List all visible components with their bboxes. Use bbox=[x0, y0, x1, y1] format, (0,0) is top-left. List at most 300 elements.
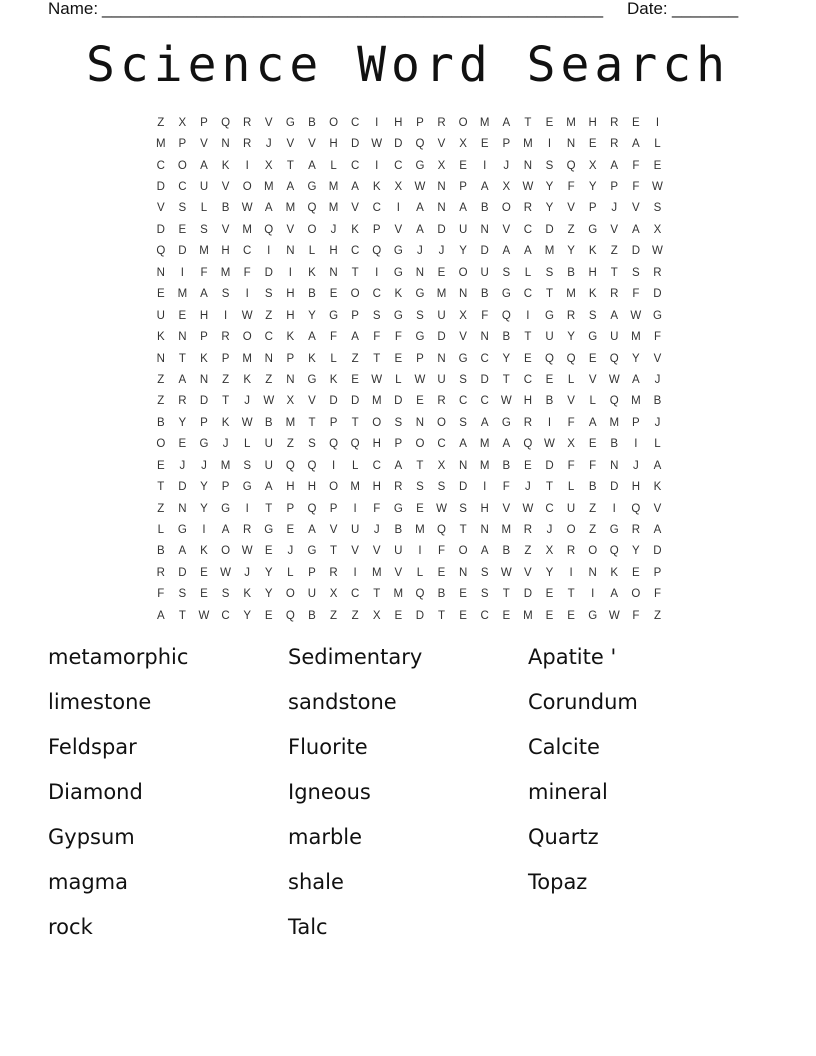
grid-letter: K bbox=[372, 181, 381, 194]
grid-letter: M bbox=[566, 288, 576, 301]
grid-letter: J bbox=[654, 373, 661, 386]
grid-letter: O bbox=[242, 181, 252, 194]
grid-letter: M bbox=[479, 116, 490, 129]
grid-letter: Q bbox=[415, 588, 425, 601]
grid-letter: Z bbox=[589, 524, 597, 537]
grid-letter: U bbox=[545, 331, 554, 344]
grid-letter: N bbox=[480, 524, 489, 537]
grid-row bbox=[150, 541, 670, 562]
grid-letter: J bbox=[611, 202, 618, 215]
grid-letter: D bbox=[415, 609, 425, 622]
grid-letter: K bbox=[200, 352, 208, 365]
grid-letter: M bbox=[263, 181, 274, 194]
grid-letter: H bbox=[329, 245, 338, 258]
grid-letter: M bbox=[609, 416, 620, 429]
grid-letter: E bbox=[459, 609, 467, 622]
grid-letter: V bbox=[286, 223, 295, 236]
grid-letter: E bbox=[156, 288, 165, 301]
grid-row bbox=[150, 434, 670, 455]
grid-letter: M bbox=[544, 245, 555, 258]
grid-letter: S bbox=[416, 481, 424, 494]
grid-letter: O bbox=[588, 545, 598, 558]
word-list-item: sandstone bbox=[288, 690, 397, 714]
grid-letter: P bbox=[416, 116, 424, 129]
grid-letter: T bbox=[373, 588, 381, 601]
grid-letter: E bbox=[394, 609, 403, 622]
grid-letter: G bbox=[458, 352, 468, 365]
grid-letter: B bbox=[308, 609, 316, 622]
grid-letter: S bbox=[480, 566, 489, 579]
grid-letter: Y bbox=[200, 502, 208, 515]
grid-letter: M bbox=[523, 138, 533, 151]
grid-letter: D bbox=[480, 373, 489, 386]
grid-letter: D bbox=[545, 459, 554, 472]
grid-letter: E bbox=[264, 545, 273, 558]
grid-letter: D bbox=[523, 588, 533, 601]
grid-letter: P bbox=[329, 416, 338, 429]
grid-letter: D bbox=[156, 223, 165, 236]
grid-letter: A bbox=[351, 181, 359, 194]
grid-letter: V bbox=[264, 116, 273, 129]
grid-letter: C bbox=[480, 395, 489, 408]
grid-letter: J bbox=[330, 223, 337, 236]
grid-letter: D bbox=[350, 138, 360, 151]
grid-letter: V bbox=[502, 223, 511, 236]
grid-letter: E bbox=[178, 223, 187, 236]
grid-letter: A bbox=[610, 159, 619, 172]
word-list-item: Gypsum bbox=[48, 825, 135, 849]
grid-letter: D bbox=[545, 223, 554, 236]
grid-letter: D bbox=[178, 245, 187, 258]
grid-letter: R bbox=[653, 266, 662, 279]
grid-letter: X bbox=[545, 545, 554, 558]
grid-letter: E bbox=[653, 159, 662, 172]
grid-letter: Y bbox=[567, 331, 575, 344]
grid-letter: L bbox=[308, 245, 316, 258]
grid-letter: F bbox=[653, 588, 661, 601]
grid-letter: P bbox=[221, 481, 230, 494]
word-list-item: shale bbox=[288, 870, 344, 894]
grid-letter: S bbox=[416, 309, 424, 322]
grid-letter: W bbox=[241, 202, 253, 215]
grid-letter: X bbox=[653, 223, 662, 236]
grid-letter: O bbox=[307, 223, 317, 236]
grid-letter: S bbox=[243, 459, 251, 472]
grid-letter: S bbox=[178, 588, 187, 601]
grid-letter: L bbox=[589, 395, 596, 408]
grid-letter: J bbox=[632, 459, 639, 472]
grid-letter: R bbox=[523, 524, 533, 537]
grid-letter: K bbox=[221, 159, 230, 172]
grid-letter: M bbox=[328, 181, 339, 194]
grid-letter: K bbox=[221, 416, 230, 429]
grid-letter: T bbox=[524, 331, 532, 344]
grid-letter: Y bbox=[545, 566, 554, 579]
grid-letter: P bbox=[416, 352, 424, 365]
grid-letter: E bbox=[459, 159, 467, 172]
grid-letter: O bbox=[458, 545, 468, 558]
grid-letter: N bbox=[156, 266, 165, 279]
grid-letter: E bbox=[632, 116, 640, 129]
grid-letter: J bbox=[525, 481, 531, 494]
grid-letter: W bbox=[500, 395, 512, 408]
grid-letter: C bbox=[178, 181, 187, 194]
grid-letter: A bbox=[178, 545, 187, 558]
grid-row bbox=[150, 284, 670, 305]
grid-letter: S bbox=[545, 266, 554, 279]
grid-letter: K bbox=[286, 331, 295, 344]
grid-letter: R bbox=[178, 395, 187, 408]
grid-letter: L bbox=[243, 438, 251, 451]
grid-letter: O bbox=[566, 524, 576, 537]
grid-letter: Q bbox=[307, 202, 317, 215]
grid-letter: N bbox=[480, 223, 489, 236]
grid-letter: B bbox=[502, 545, 511, 558]
grid-letter: P bbox=[459, 181, 467, 194]
grid-letter: X bbox=[437, 459, 446, 472]
grid-letter: M bbox=[436, 288, 447, 301]
grid-letter: I bbox=[288, 266, 292, 279]
grid-letter: H bbox=[372, 481, 381, 494]
grid-letter: N bbox=[286, 373, 295, 386]
page-title: Science Word Search bbox=[85, 37, 731, 93]
grid-letter: J bbox=[654, 416, 661, 429]
grid-letter: E bbox=[524, 459, 532, 472]
grid-letter: I bbox=[526, 309, 530, 322]
grid-letter: C bbox=[372, 202, 381, 215]
grid-row bbox=[150, 562, 670, 583]
grid-letter: R bbox=[566, 309, 576, 322]
grid-letter: E bbox=[588, 438, 597, 451]
grid-letter: D bbox=[350, 395, 360, 408]
grid-letter: P bbox=[329, 502, 338, 515]
grid-letter: G bbox=[307, 373, 317, 386]
grid-letter: P bbox=[221, 352, 230, 365]
grid-letter: V bbox=[437, 138, 446, 151]
grid-letter: E bbox=[545, 373, 554, 386]
grid-letter: Q bbox=[437, 524, 446, 537]
grid-letter: W bbox=[608, 609, 620, 622]
grid-letter: O bbox=[350, 288, 360, 301]
grid-letter: G bbox=[307, 545, 317, 558]
word-list-item: Calcite bbox=[528, 735, 600, 759]
grid-letter: G bbox=[652, 309, 662, 322]
grid-letter: Q bbox=[609, 352, 619, 365]
grid-letter: M bbox=[285, 416, 296, 429]
grid-letter: M bbox=[350, 481, 360, 494]
grid-letter: D bbox=[156, 181, 165, 194]
grid-letter: V bbox=[308, 395, 316, 408]
grid-letter: Z bbox=[524, 545, 532, 558]
grid-letter: S bbox=[653, 202, 662, 215]
grid-letter: M bbox=[631, 331, 641, 344]
grid-letter: J bbox=[438, 245, 445, 258]
grid-letter: A bbox=[632, 373, 640, 386]
grid-letter: T bbox=[438, 609, 446, 622]
grid-letter: T bbox=[308, 416, 316, 429]
grid-letter: I bbox=[655, 116, 660, 129]
grid-letter: O bbox=[631, 588, 641, 601]
grid-letter: I bbox=[202, 524, 206, 537]
word-list-item: metamorphic bbox=[48, 645, 189, 669]
grid-letter: P bbox=[286, 502, 295, 515]
grid-letter: F bbox=[502, 481, 510, 494]
grid-letter: B bbox=[502, 331, 511, 344]
grid-letter: H bbox=[286, 288, 295, 301]
grid-letter: K bbox=[156, 331, 165, 344]
grid-letter: A bbox=[200, 288, 208, 301]
grid-letter: X bbox=[286, 395, 295, 408]
grid-letter: N bbox=[415, 266, 425, 279]
grid-letter: N bbox=[156, 352, 165, 365]
grid-letter: W bbox=[652, 181, 663, 194]
grid-letter: J bbox=[201, 459, 207, 472]
grid-row bbox=[150, 241, 670, 262]
grid-letter: J bbox=[244, 395, 251, 408]
grid-letter: K bbox=[610, 566, 619, 579]
word-list-item: Diamond bbox=[48, 780, 143, 804]
grid-letter: I bbox=[375, 159, 379, 172]
grid-letter: C bbox=[350, 245, 360, 258]
grid-letter: O bbox=[415, 438, 425, 451]
grid-letter: S bbox=[264, 288, 273, 301]
word-list-item: Sedimentary bbox=[288, 645, 423, 669]
grid-letter: G bbox=[415, 331, 425, 344]
grid-letter: C bbox=[264, 331, 273, 344]
grid-letter: N bbox=[610, 459, 619, 472]
grid-letter: V bbox=[632, 202, 640, 215]
grid-letter: P bbox=[200, 116, 208, 129]
grid-letter: R bbox=[523, 416, 533, 429]
grid-letter: S bbox=[459, 416, 467, 429]
grid-letter: B bbox=[502, 459, 511, 472]
grid-letter: W bbox=[263, 395, 275, 408]
grid-letter: O bbox=[156, 438, 166, 451]
grid-letter: C bbox=[350, 159, 360, 172]
grid-letter: P bbox=[178, 138, 187, 151]
grid-letter: L bbox=[351, 459, 359, 472]
grid-letter: W bbox=[241, 545, 253, 558]
grid-letter: D bbox=[631, 245, 641, 258]
grid-letter: N bbox=[178, 502, 187, 515]
grid-letter: M bbox=[523, 609, 533, 622]
grid-letter: A bbox=[524, 245, 532, 258]
grid-letter: J bbox=[287, 545, 294, 558]
grid-letter: L bbox=[567, 373, 575, 386]
grid-letter: Q bbox=[307, 502, 317, 515]
grid-letter: G bbox=[199, 438, 209, 451]
grid-letter: S bbox=[437, 481, 446, 494]
grid-letter: R bbox=[243, 116, 252, 129]
grid-letter: B bbox=[308, 288, 316, 301]
grid-letter: S bbox=[200, 223, 208, 236]
grid-letter: T bbox=[502, 373, 510, 386]
grid-letter: A bbox=[610, 309, 619, 322]
grid-letter: Y bbox=[567, 245, 575, 258]
grid-letter: V bbox=[394, 566, 403, 579]
grid-letter: W bbox=[544, 438, 555, 451]
grid-letter: X bbox=[502, 181, 511, 194]
grid-letter: J bbox=[373, 524, 380, 537]
grid-letter: U bbox=[394, 545, 403, 558]
grid-letter: C bbox=[545, 502, 554, 515]
grid-letter: D bbox=[199, 395, 209, 408]
grid-letter: A bbox=[502, 245, 511, 258]
name-label: Name: bbox=[48, 0, 99, 18]
grid-letter: E bbox=[286, 524, 295, 537]
grid-letter: A bbox=[653, 459, 662, 472]
grid-letter: T bbox=[545, 481, 553, 494]
grid-letter: P bbox=[632, 416, 640, 429]
grid-letter: T bbox=[545, 288, 553, 301]
grid-letter: E bbox=[502, 609, 511, 622]
grid-row bbox=[150, 133, 670, 154]
grid-letter: Y bbox=[632, 545, 640, 558]
grid-letter: O bbox=[329, 481, 339, 494]
grid-letter: V bbox=[221, 181, 230, 194]
grid-letter: V bbox=[372, 545, 381, 558]
grid-letter: W bbox=[436, 502, 447, 515]
grid-letter: R bbox=[566, 545, 576, 558]
grid-letter: J bbox=[179, 459, 186, 472]
grid-letter: D bbox=[394, 138, 403, 151]
grid-letter: E bbox=[351, 373, 359, 386]
grid-letter: X bbox=[178, 116, 187, 129]
grid-letter: E bbox=[545, 588, 554, 601]
grid-letter: V bbox=[653, 352, 662, 365]
grid-letter: Z bbox=[653, 609, 661, 622]
grid-letter: Y bbox=[200, 481, 208, 494]
grid-letter: K bbox=[308, 352, 316, 365]
grid-letter: W bbox=[220, 566, 231, 579]
grid-letter: M bbox=[415, 524, 425, 537]
grid-letter: I bbox=[245, 502, 249, 515]
grid-letter: B bbox=[264, 416, 273, 429]
grid-letter: E bbox=[200, 588, 208, 601]
grid-letter: V bbox=[459, 331, 467, 344]
grid-row bbox=[150, 584, 670, 605]
grid-letter: T bbox=[610, 266, 618, 279]
word-list-item: Igneous bbox=[288, 780, 371, 804]
grid-letter: A bbox=[264, 202, 273, 215]
grid-letter: Q bbox=[566, 159, 576, 172]
grid-letter: O bbox=[458, 116, 468, 129]
grid-letter: M bbox=[631, 395, 641, 408]
grid-letter: F bbox=[438, 545, 446, 558]
grid-letter: A bbox=[653, 524, 662, 537]
grid-letter: S bbox=[459, 373, 467, 386]
grid-letter: Q bbox=[609, 545, 619, 558]
grid-letter: I bbox=[375, 266, 379, 279]
grid-letter: K bbox=[394, 288, 403, 301]
grid-letter: V bbox=[653, 502, 662, 515]
grid-row bbox=[150, 305, 670, 326]
grid-letter: J bbox=[503, 159, 510, 172]
grid-row bbox=[150, 155, 670, 176]
grid-letter: Q bbox=[372, 245, 382, 258]
grid-letter: W bbox=[608, 373, 620, 386]
grid-row bbox=[150, 219, 670, 240]
grid-letter: H bbox=[307, 481, 317, 494]
grid-letter: G bbox=[588, 223, 598, 236]
word-list-item: Feldspar bbox=[48, 735, 137, 759]
grid-letter: U bbox=[458, 223, 468, 236]
grid-letter: I bbox=[612, 502, 616, 515]
grid-letter: A bbox=[264, 481, 273, 494]
grid-letter: V bbox=[588, 373, 597, 386]
grid-letter: A bbox=[308, 331, 316, 344]
grid-letter: B bbox=[480, 202, 489, 215]
grid-row bbox=[150, 391, 670, 412]
grid-letter: S bbox=[459, 502, 467, 515]
grid-letter: W bbox=[652, 245, 663, 258]
grid-letter: D bbox=[458, 481, 468, 494]
grid-letter: U bbox=[307, 588, 317, 601]
grid-letter: Q bbox=[545, 352, 554, 365]
grid-letter: U bbox=[437, 309, 446, 322]
grid-letter: A bbox=[416, 223, 424, 236]
letter-grid bbox=[150, 112, 670, 627]
grid-letter: G bbox=[588, 331, 598, 344]
grid-letter: N bbox=[199, 373, 209, 386]
grid-letter: A bbox=[416, 202, 424, 215]
date-blank-line: _______ bbox=[672, 0, 739, 18]
grid-letter: L bbox=[524, 266, 532, 279]
grid-letter: J bbox=[546, 524, 553, 537]
grid-letter: P bbox=[351, 309, 359, 322]
grid-letter: W bbox=[241, 416, 253, 429]
grid-letter: C bbox=[350, 588, 360, 601]
grid-letter: X bbox=[329, 588, 338, 601]
grid-letter: R bbox=[221, 331, 230, 344]
grid-letter: F bbox=[589, 459, 597, 472]
grid-letter: A bbox=[178, 373, 187, 386]
grid-letter: F bbox=[373, 331, 381, 344]
grid-letter: B bbox=[156, 416, 165, 429]
date-label: Date: bbox=[627, 0, 668, 18]
grid-row bbox=[150, 262, 670, 283]
grid-letter: X bbox=[372, 609, 381, 622]
grid-letter: Y bbox=[545, 202, 554, 215]
word-list-item: Fluorite bbox=[288, 735, 368, 759]
grid-letter: T bbox=[265, 502, 273, 515]
grid-letter: C bbox=[480, 609, 489, 622]
word-list-item: limestone bbox=[48, 690, 152, 714]
grid-letter: C bbox=[458, 395, 468, 408]
grid-letter: E bbox=[437, 266, 446, 279]
grid-letter: E bbox=[588, 352, 597, 365]
grid-letter: Z bbox=[265, 309, 273, 322]
grid-letter: J bbox=[222, 438, 229, 451]
grid-letter: E bbox=[459, 588, 467, 601]
grid-letter: R bbox=[631, 524, 641, 537]
grid-letter: A bbox=[351, 331, 359, 344]
grid-letter: D bbox=[437, 331, 446, 344]
grid-letter: Y bbox=[502, 352, 511, 365]
grid-letter: S bbox=[308, 438, 316, 451]
grid-letter: S bbox=[588, 309, 597, 322]
grid-letter: Q bbox=[221, 116, 231, 129]
grid-letter: K bbox=[588, 288, 597, 301]
grid-letter: F bbox=[567, 459, 575, 472]
grid-letter: R bbox=[156, 566, 165, 579]
grid-letter: G bbox=[242, 481, 252, 494]
word-list-item: rock bbox=[48, 915, 93, 939]
grid-letter: X bbox=[459, 309, 467, 322]
grid-letter: B bbox=[588, 481, 597, 494]
grid-letter: W bbox=[522, 502, 534, 515]
grid-letter: U bbox=[566, 502, 576, 515]
